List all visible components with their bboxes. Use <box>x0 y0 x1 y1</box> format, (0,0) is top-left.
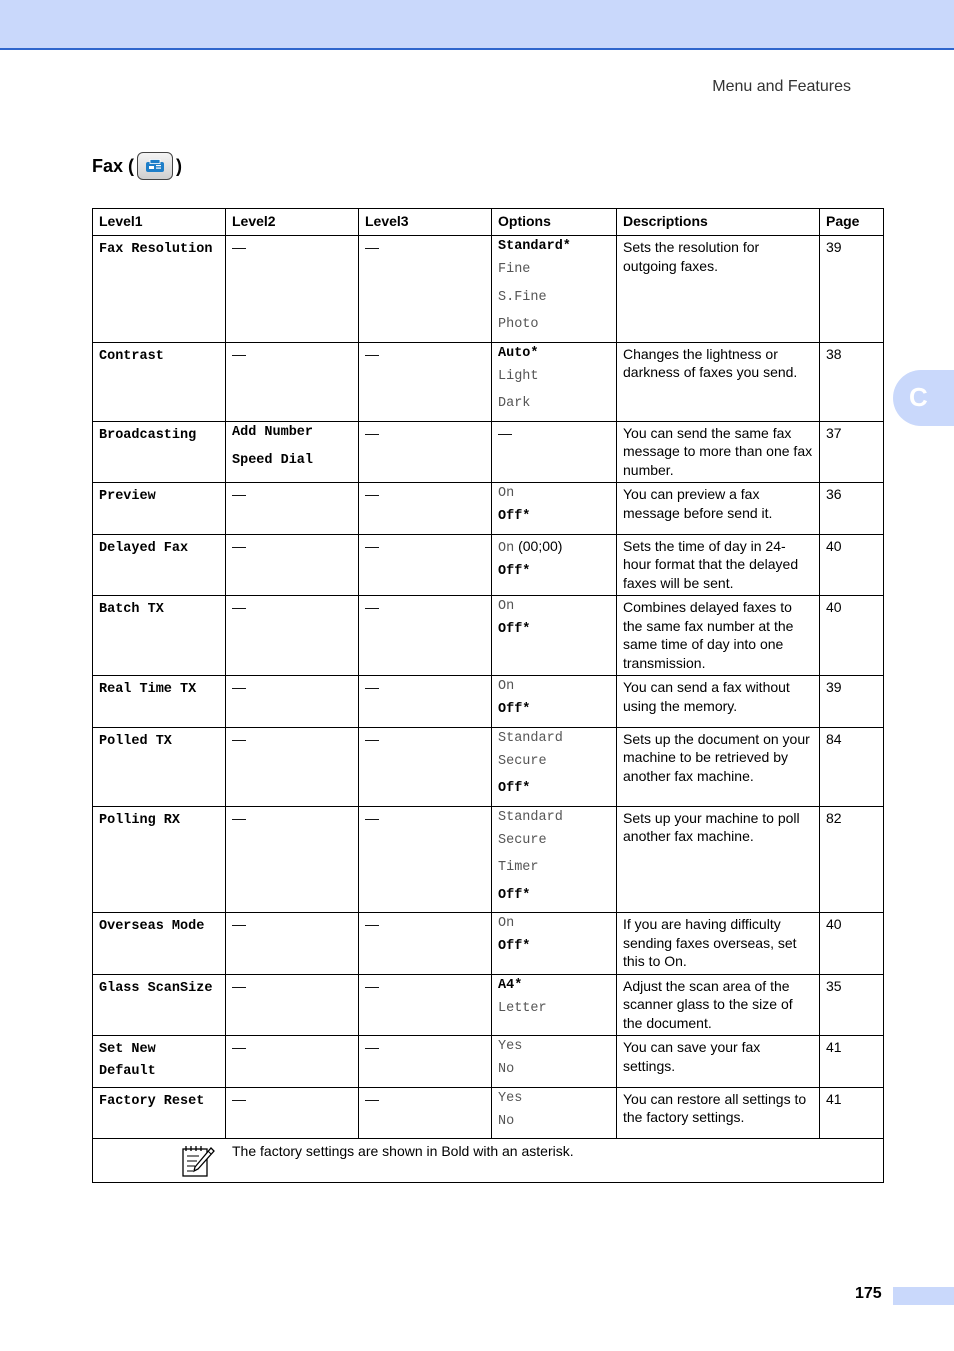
cell-description: Sets the resolution for outgoing faxes. <box>617 236 820 343</box>
page-number: 175 <box>855 1285 882 1302</box>
option-text: Auto* <box>498 345 539 361</box>
cell-options <box>492 974 617 1036</box>
table-row <box>93 483 884 535</box>
cell-options <box>492 727 617 806</box>
option-item <box>498 730 610 748</box>
option-item <box>498 390 610 418</box>
cell-level3 <box>359 1087 492 1139</box>
level1-label: Overseas Mode <box>99 919 205 934</box>
level2-label: — <box>232 1039 246 1055</box>
section-title <box>92 150 182 182</box>
cell-options <box>492 806 617 913</box>
level1-label: Polled TX <box>99 733 172 749</box>
cell-page: 40 <box>820 534 884 596</box>
cell-level1 <box>93 596 226 676</box>
option-item <box>498 256 610 284</box>
option-item <box>498 598 610 616</box>
cell-level2 <box>226 913 359 975</box>
cell-level3 <box>359 421 492 483</box>
cell-level2 <box>226 534 359 596</box>
level1-label: Contrast <box>99 348 164 364</box>
level2-label: — <box>232 977 246 994</box>
option-text: Timer <box>498 860 539 875</box>
level3-label: — <box>365 1039 379 1055</box>
level2-label: — <box>232 809 246 826</box>
option-item <box>498 238 610 256</box>
level2-label: — <box>232 1090 246 1107</box>
cell-level2 <box>226 421 359 483</box>
option-text: On <box>498 486 515 501</box>
table-row <box>93 342 884 421</box>
cell-level1 <box>93 1036 226 1088</box>
level3-label: — <box>365 424 379 441</box>
option-text: No <box>498 1062 515 1077</box>
option-text: Secure <box>498 753 547 769</box>
fax-button-icon <box>137 152 173 180</box>
option-item <box>498 678 610 696</box>
cell-description: You can preview a fax message before send it. <box>617 483 820 535</box>
level1-label: Preview <box>99 489 156 504</box>
cell-description: You can send a fax without using the memory. <box>617 676 820 728</box>
option-text: Off* <box>498 509 531 524</box>
option-item <box>498 775 610 803</box>
option-text: Letter <box>498 1000 547 1016</box>
option-item <box>498 558 610 586</box>
option-text: Dark <box>498 396 531 411</box>
level2-label: — <box>232 486 246 502</box>
option-item <box>498 748 610 776</box>
cell-level2 <box>226 483 359 535</box>
option-item <box>498 1108 610 1136</box>
cell-level1 <box>93 913 226 975</box>
cell-level1 <box>93 806 226 913</box>
level2-label: — <box>232 345 246 362</box>
level1-label: Batch TX <box>99 602 164 617</box>
header-level1: Level1 <box>93 209 226 236</box>
cell-page: 41 <box>820 1087 884 1139</box>
cell-level3 <box>359 483 492 535</box>
level2-label: — <box>232 537 246 554</box>
option-text: Off* <box>498 781 531 796</box>
cell-description: Adjust the scan area of the scanner glass to the size of the document. <box>617 974 820 1036</box>
option-item <box>498 424 610 443</box>
note-pencil-icon <box>181 1145 215 1184</box>
cell-level1 <box>93 342 226 421</box>
option-item <box>498 363 610 391</box>
option-item <box>498 915 610 933</box>
cell-options <box>492 1036 617 1088</box>
header-descriptions: Descriptions <box>617 209 820 236</box>
cell-level3 <box>359 806 492 913</box>
cell-description: You can send the same fax message to more than one fax number. <box>617 421 820 483</box>
cell-level2 <box>226 1036 359 1088</box>
level1-label: Real Time TX <box>99 682 197 697</box>
option-text: — <box>498 424 512 441</box>
cell-level1 <box>93 676 226 728</box>
cell-page: 36 <box>820 483 884 535</box>
option-item <box>498 1038 610 1056</box>
cell-level3 <box>359 342 492 421</box>
page-band <box>893 1287 954 1305</box>
cell-description: If you are having difficulty sending faxes overseas, set this to On. <box>617 913 820 975</box>
level1-label: Delayed Fax <box>99 540 189 556</box>
option-text: Standard* <box>498 239 571 254</box>
cell-level1 <box>93 1087 226 1139</box>
option-text: Yes <box>498 1039 523 1054</box>
cell-level3 <box>359 974 492 1036</box>
option-item <box>498 485 610 503</box>
option-item <box>498 503 610 531</box>
level3-label: — <box>365 486 379 502</box>
cell-level1 <box>93 974 226 1036</box>
appendix-tab-letter: C <box>909 382 928 412</box>
appendix-tab <box>893 370 954 426</box>
cell-level3 <box>359 913 492 975</box>
level3-label: — <box>365 599 379 615</box>
cell-level1 <box>93 727 226 806</box>
option-item <box>498 1056 610 1084</box>
option-item <box>498 345 610 363</box>
cell-level2 <box>226 1087 359 1139</box>
cell-options <box>492 342 617 421</box>
level2-label: — <box>232 730 246 747</box>
cell-level1 <box>93 421 226 483</box>
option-text: On <box>498 540 515 556</box>
cell-level1 <box>93 534 226 596</box>
option-text: Standard <box>498 730 563 746</box>
option-text: Yes <box>498 1090 523 1106</box>
option-item <box>498 616 610 644</box>
option-text: On <box>498 599 515 614</box>
cell-level1 <box>93 483 226 535</box>
header-level2: Level2 <box>226 209 359 236</box>
cell-level2 <box>226 236 359 343</box>
option-text: Secure <box>498 832 547 848</box>
table-row <box>93 421 884 483</box>
section-title-suffix: ) <box>176 155 183 176</box>
table-row <box>93 913 884 975</box>
option-item <box>498 809 610 827</box>
level2-label: — <box>232 679 246 695</box>
level1-label: Factory Reset <box>99 1093 205 1109</box>
cell-options <box>492 676 617 728</box>
option-item <box>498 977 610 995</box>
level3-label: — <box>365 1090 379 1107</box>
option-text: No <box>498 1113 515 1129</box>
cell-level3 <box>359 727 492 806</box>
level2-label: Speed Dial <box>232 453 314 468</box>
cell-description: Combines delayed faxes to the same fax number at the same time of day into one transmission. <box>617 596 820 676</box>
cell-options <box>492 236 617 343</box>
level3-label: — <box>365 977 379 994</box>
level2-label: — <box>232 916 246 932</box>
note-row <box>93 1139 884 1183</box>
level2-label: — <box>232 239 246 255</box>
cell-description: Sets up your machine to poll another fax machine. <box>617 806 820 913</box>
cell-level3 <box>359 534 492 596</box>
cell-level2 <box>226 342 359 421</box>
level1-label: Fax Resolution <box>99 242 213 257</box>
cell-options <box>492 1087 617 1139</box>
cell-options <box>492 483 617 535</box>
option-text: S.Fine <box>498 289 547 305</box>
option-text: Off* <box>498 622 531 637</box>
note-text: The factory settings are shown in Bold with an asterisk. <box>232 1143 574 1159</box>
level3-label: — <box>365 916 379 932</box>
cell-description: You can restore all settings to the factory settings. <box>617 1087 820 1139</box>
level2-label: — <box>232 599 246 615</box>
cell-level3 <box>359 676 492 728</box>
cell-options <box>492 534 617 596</box>
cell-description: Sets the time of day in 24-hour format that the delayed faxes will be sent. <box>617 534 820 596</box>
section-title-prefix: Fax ( <box>92 155 135 176</box>
level3-label: — <box>365 809 379 826</box>
level3-label: — <box>365 679 379 695</box>
option-text: On <box>498 916 515 931</box>
level1-label: Polling RX <box>99 812 181 828</box>
cell-level2 <box>226 676 359 728</box>
cell-description: Sets up the document on your machine to be retrieved by another fax machine. <box>617 727 820 806</box>
option-item <box>498 995 610 1023</box>
cell-level3 <box>359 596 492 676</box>
cell-level2 <box>226 974 359 1036</box>
level1-label: Set New Default <box>99 1042 156 1079</box>
header-page: Page <box>820 209 884 236</box>
option-text: Off* <box>498 887 531 903</box>
option-item <box>498 284 610 312</box>
level3-label: — <box>365 239 379 255</box>
option-text: Photo <box>498 317 539 332</box>
option-item <box>498 1090 610 1108</box>
cell-page: 37 <box>820 421 884 483</box>
option-text: Off* <box>498 563 531 579</box>
table-row <box>93 727 884 806</box>
cell-page: 35 <box>820 974 884 1036</box>
option-text: Standard <box>498 809 563 825</box>
level2-label: Add Number <box>232 424 314 440</box>
running-header: Menu and Features <box>712 78 851 95</box>
cell-page: 40 <box>820 596 884 676</box>
level3-label: — <box>365 345 379 362</box>
cell-page: 84 <box>820 727 884 806</box>
option-item <box>498 827 610 855</box>
fax-menu-table <box>92 208 884 1183</box>
option-item <box>498 882 610 910</box>
table-row <box>93 1036 884 1088</box>
table-header-row <box>93 209 884 236</box>
table-row <box>93 236 884 343</box>
top-band <box>0 0 954 50</box>
table-row <box>93 534 884 596</box>
option-text: Off* <box>498 939 531 954</box>
cell-level2 <box>226 727 359 806</box>
cell-level3 <box>359 1036 492 1088</box>
cell-page: 38 <box>820 342 884 421</box>
cell-page: 39 <box>820 236 884 343</box>
option-item <box>498 311 610 339</box>
cell-level3 <box>359 236 492 343</box>
option-text: Fine <box>498 262 531 277</box>
table-row <box>93 676 884 728</box>
option-item <box>498 933 610 961</box>
level1-label: Glass ScanSize <box>99 980 213 996</box>
table-row <box>93 596 884 676</box>
option-text: Off* <box>498 702 531 717</box>
header-options: Options <box>492 209 617 236</box>
cell-options <box>492 913 617 975</box>
option-extra: (00;00) <box>514 537 563 554</box>
cell-page: 39 <box>820 676 884 728</box>
table-row <box>93 1087 884 1139</box>
header-level3: Level3 <box>359 209 492 236</box>
note-cell <box>93 1139 884 1183</box>
cell-page: 40 <box>820 913 884 975</box>
option-item <box>498 696 610 724</box>
cell-page: 82 <box>820 806 884 913</box>
cell-description: Changes the lightness or darkness of faxes you send. <box>617 342 820 421</box>
cell-options <box>492 421 617 483</box>
table-row <box>93 974 884 1036</box>
cell-description: You can save your fax settings. <box>617 1036 820 1088</box>
option-text: On <box>498 679 515 694</box>
option-item <box>498 854 610 882</box>
level1-label: Broadcasting <box>99 427 197 443</box>
cell-level2 <box>226 806 359 913</box>
cell-level2 <box>226 596 359 676</box>
level3-label: — <box>365 537 379 554</box>
cell-page: 41 <box>820 1036 884 1088</box>
option-item <box>498 537 610 558</box>
table-row <box>93 806 884 913</box>
option-text: A4* <box>498 977 523 993</box>
level3-label: — <box>365 730 379 747</box>
cell-options <box>492 596 617 676</box>
option-text: Light <box>498 368 539 384</box>
cell-level1 <box>93 236 226 343</box>
